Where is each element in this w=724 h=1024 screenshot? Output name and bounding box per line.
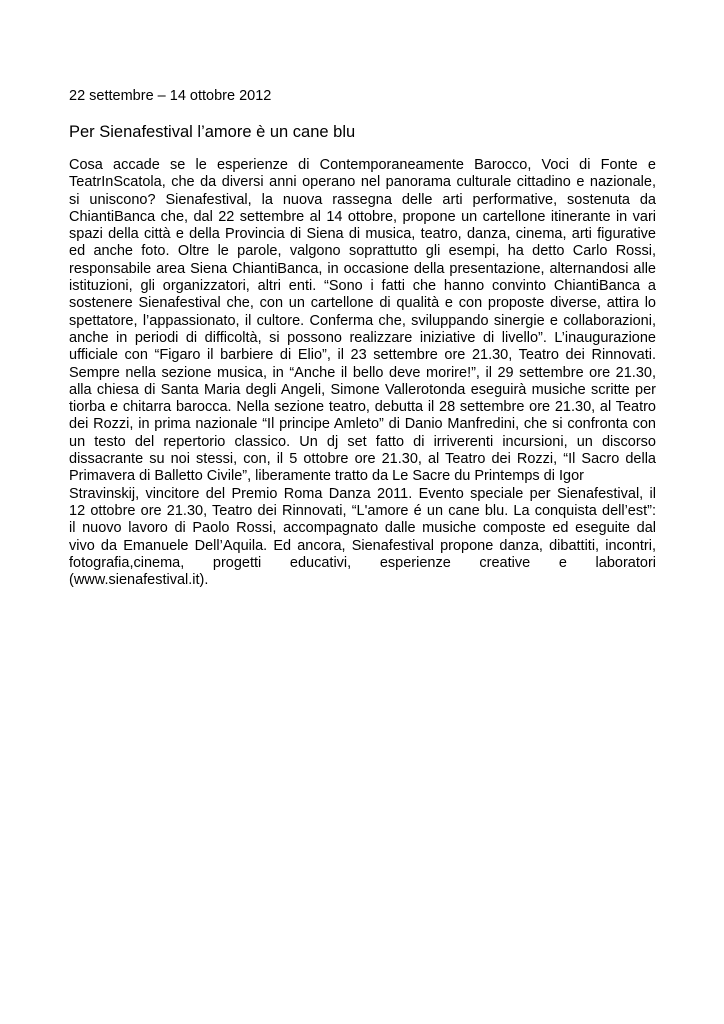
body-line: fotografia,cinema, progetti educativi, esperienze creative e laboratori <box>69 554 656 571</box>
date-line: 22 settembre – 14 ottobre 2012 <box>69 88 272 104</box>
body-line: Cosa accade se le esperienze di Contemporaneamente Barocco, Voci di Fonte e <box>69 157 656 173</box>
body-line: si uniscono? Sienafestival, la nuova rassegna delle arti performative, sostenuta da <box>69 191 656 208</box>
body-line: responsabile area Siena ChiantiBanca, in occasione della presentazione, alternandosi alle <box>69 260 656 277</box>
body-line: spazi della città e della Provincia di Siena di musica, teatro, danza, cinema, arti figurative <box>69 226 656 243</box>
body-line: ed anche foto. Oltre le parole, valgono soprattutto gli esempi, ha detto Carlo Rossi, <box>69 243 656 260</box>
body-line: alla chiesa di Santa Maria degli Angeli, Simone Vallerotonda eseguirà musiche scritte per <box>69 381 656 398</box>
body-line: vivo da Emanuele Dell’Aquila. Ed ancora, Sienafestival propone danza, dibattiti, incontri, <box>69 537 656 554</box>
body-line: Stravinskij, vincitore del Premio Roma Danza 2011. Evento speciale per Sienafestival, il <box>69 485 656 502</box>
article-body <box>69 157 656 589</box>
body-line: Sempre nella sezione musica, in “Anche il bello deve morire!”, il 29 settembre ore 21.30, <box>69 364 656 381</box>
body-line: istituzioni, gli organizzatori, altri enti. “Sono i fatti che hanno convinto ChiantiBanca a <box>69 278 656 295</box>
body-line: ufficiale con “Figaro il barbiere di Elio”, il 23 settembre ore 21.30, Teatro dei Rinnovati. <box>69 347 656 364</box>
body-line: ChiantiBanca che, dal 22 settembre al 14 ottobre, propone un cartellone itinerante in vari <box>69 208 656 225</box>
body-line: (www.sienafestival.it). <box>69 572 209 589</box>
body-line: TeatrInScatola, che da diversi anni operano nel panorama culturale cittadino e nazionale, <box>69 174 656 191</box>
body-line: il nuovo lavoro di Paolo Rossi, accompagnato dalle musiche composte ed eseguite dal <box>69 520 656 537</box>
body-line: Primavera di Balletto Civile”, liberamente tratto da Le Sacre du Printemps di Igor <box>69 468 584 485</box>
article-title: Per Sienafestival l’amore è un cane blu <box>69 123 356 141</box>
body-line: 12 ottobre ore 21.30, Teatro dei Rinnovati, “L'amore é un cane blu. La conquista dell’est”: <box>69 502 656 519</box>
body-line: dei Rozzi, in prima nazionale “Il principe Amleto” di Danio Manfredini, che si confronta con <box>69 416 656 433</box>
body-line: spettatore, l’appassionato, il cultore. Conferma che, sviluppando sinergie e collaborazioni, <box>69 312 656 329</box>
body-line: un testo del repertorio classico. Un dj set fatto di irriverenti incursioni, un discorso <box>69 433 656 450</box>
body-line: sostenere Sienafestival che, con un cartellone di qualità e con proposte diverse, attira lo <box>69 295 656 312</box>
body-line: anche in periodi di difficoltà, si possono realizzare iniziative di livello”. L’inaugurazione <box>69 329 656 346</box>
body-line: tiorba e chitarra barocca. Nella sezione teatro, debutta il 28 settembre ore 21.30, al Teatro <box>69 399 656 416</box>
body-line: dissacrante su noi stessi, con, il 5 ottobre ore 21.30, al Teatro dei Rozzi, “Il Sacro della <box>69 451 656 468</box>
